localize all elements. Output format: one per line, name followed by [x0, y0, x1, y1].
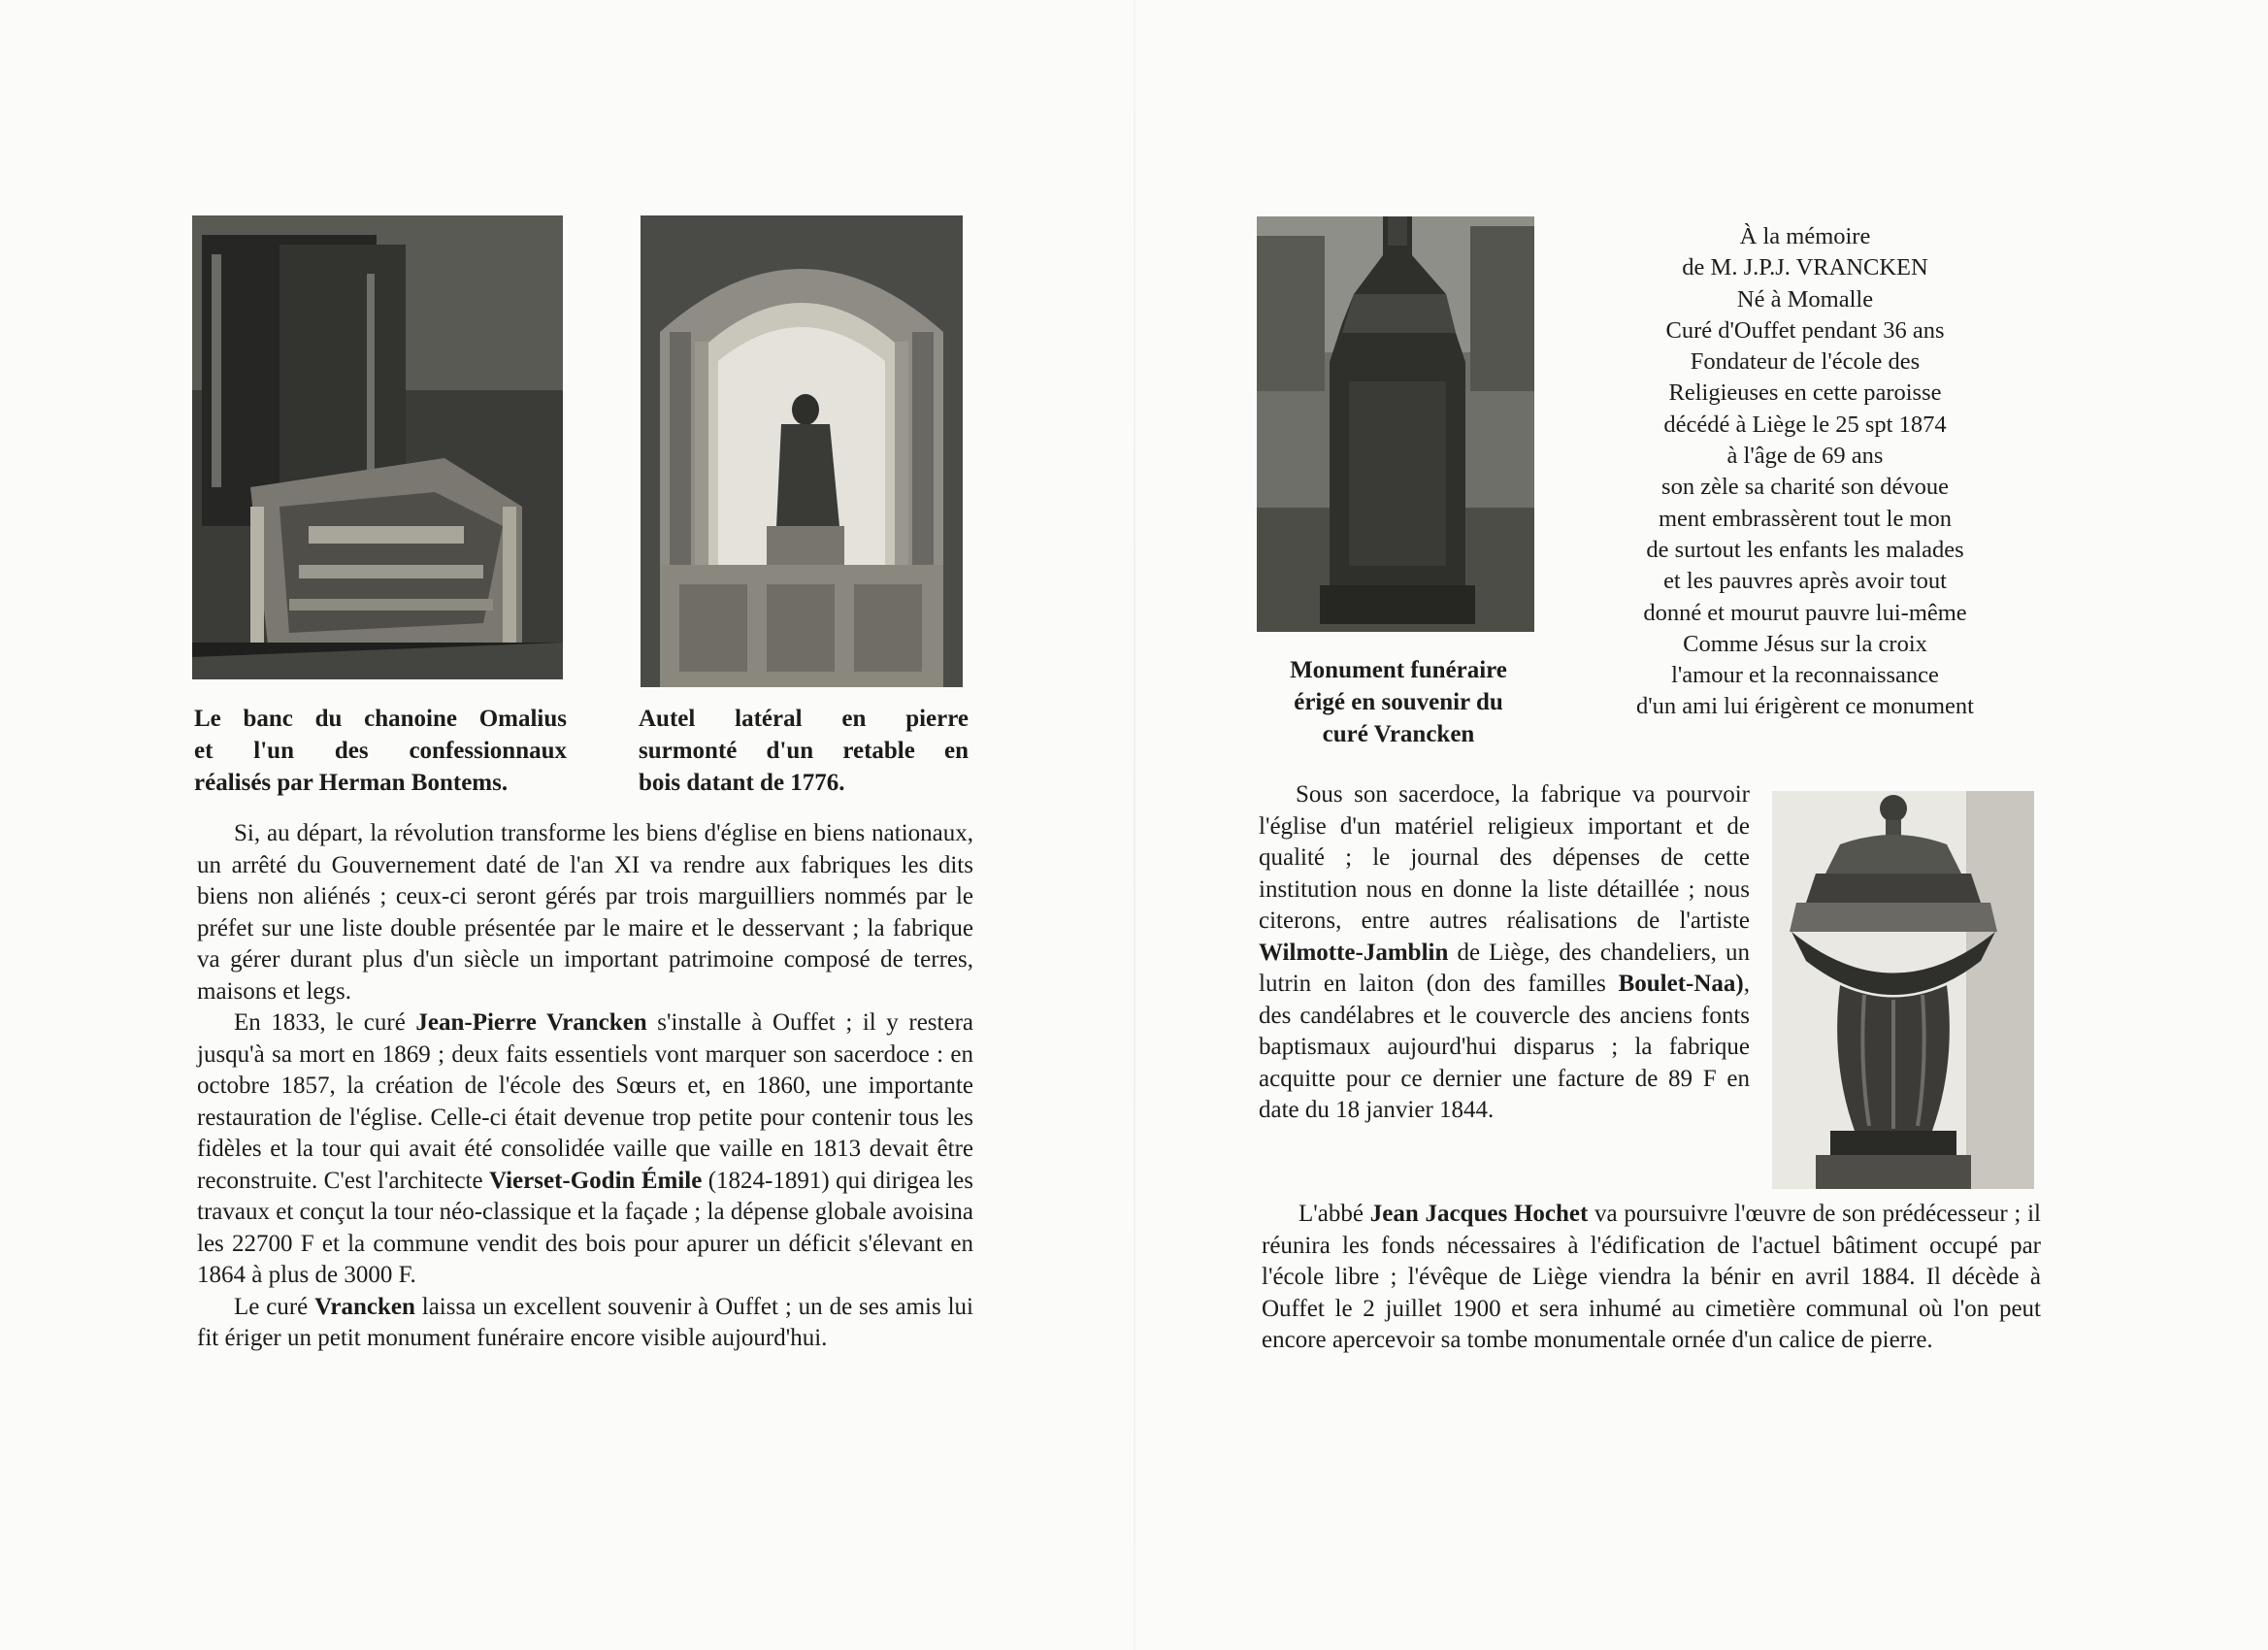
- right-body-text-1: [1259, 779, 1750, 1127]
- caption-line: bois datant de 1776.: [639, 770, 845, 796]
- name-boulet-naa: Boulet-Naa): [1618, 971, 1744, 997]
- dedication-line: Fondateur de l'école des: [1690, 348, 1921, 376]
- name-jean-pierre-vrancken: Jean-Pierre Vrancken: [415, 1009, 647, 1036]
- dedication-line: l'amour et la reconnaissance: [1671, 662, 1939, 689]
- caption-line: Le banc du chanoine Omalius: [194, 706, 567, 732]
- dedication-line: Né à Momalle: [1736, 285, 1874, 313]
- dedication-line: à l'âge de 69 ans: [1726, 443, 1884, 470]
- bench-photo-caption: [194, 703, 567, 799]
- monument-photo-caption: [1258, 654, 1539, 750]
- caption-line: Autel latéral en pierre: [639, 706, 969, 732]
- caption-line: Monument funéraire: [1290, 657, 1507, 683]
- dedication-line: de surtout les enfants les malades: [1646, 536, 1964, 563]
- caption-line: surmonté d'un retable en: [639, 738, 969, 764]
- bench-confessional-photo: [192, 215, 563, 679]
- paragraph-vrancken-memory: Le curé Vrancken laissa un excellent souvenir à Ouffet ; un de ses amis lui fit ériger un petit monument funéraire encore visible aujourd'hui.: [197, 1293, 973, 1351]
- name-vierset-godin: Vierset-Godin Émile: [488, 1167, 703, 1194]
- dedication-line: et les pauvres après avoir tout: [1663, 568, 1947, 595]
- dedication-line: de M. J.P.J. VRANCKEN: [1682, 254, 1928, 281]
- dedication-line: d'un ami lui érigèrent ce monument: [1636, 693, 1974, 720]
- dedication-line: donné et mourut pauvre lui-même: [1643, 599, 1967, 626]
- name-wilmotte-jamblin: Wilmotte-Jamblin: [1259, 939, 1449, 966]
- caption-line: réalisés par Herman Bontems.: [194, 770, 509, 796]
- paragraph-hochet: L'abbé Jean Jacques Hochet va poursuivre l'œuvre de son prédécesseur ; il réunira les fonds nécessaires à l'édification de l'actuel bâtiment occupé par l'école libre ; l'évêque de Liège viendra la bénir en avril 1884. Il décède à Ouffet le 2 juillet 1900 et sera inhumé au cimetière communal où l'on peut encore apercevoir sa tombe monumentale ornée d'un calice de pierre.: [1262, 1201, 2041, 1353]
- monument-dedication: [1592, 221, 2019, 723]
- side-altar-photo: [641, 215, 963, 687]
- caption-line: et l'un des confessionnaux: [194, 738, 567, 764]
- caption-line: érigé en souvenir du: [1294, 689, 1503, 715]
- funeral-monument-photo: [1257, 216, 1534, 632]
- page-fold: [1134, 0, 1135, 1650]
- font-cover-photo: [1772, 791, 2034, 1189]
- dedication-line: Religieuses en cette paroisse: [1668, 380, 1942, 407]
- dedication-line: décédé à Liège le 25 spt 1874: [1663, 411, 1947, 438]
- caption-line: curé Vrancken: [1322, 721, 1475, 747]
- paragraph-vrancken-arrival: En 1833, le curé Jean-Pierre Vrancken s'installe à Ouffet ; il y restera jusqu'à sa mort en 1869 ; deux faits essentiels vont marquer son sacerdoce : en octobre 1857, la création de l'école des Sœurs et, en 1860, une importante restauration de l'église. Celle-ci était devenue trop petite pour contenir tous les fidèles et la tour qui avait été consolidée vaille que vaille en 1813 devait être reconstruite. C'est l'architecte Vierset-Godin Émile (1824-1891) qui dirigea les travaux et conçut la tour néo-classique et la façade ; la dépense globale avoisina les 22700 F et la commune vendit des bois pour apurer un déficit s'élevant en 1864 à plus de 3000 F.: [197, 1009, 973, 1288]
- left-body-text: [197, 818, 973, 1355]
- name-jean-jacques-hochet: Jean Jacques Hochet: [1369, 1201, 1589, 1227]
- dedication-line: ment embrassèrent tout le mon: [1658, 505, 1953, 532]
- altar-photo-caption: [639, 703, 969, 799]
- name-vrancken: Vrancken: [314, 1293, 415, 1320]
- paragraph-revolution: Si, au départ, la révolution transforme les biens d'église en biens nationaux, un arrêté du Gouvernement daté de l'an XI va rendre aux fabriques les dits biens non aliénés ; ceux-ci seront gérés par trois marguilliers nommés par le préfet sur une liste double présentée par le maire et le desservant ; la fabrique va gérer durant plus d'un siècle un important patrimoine composé de terres, maisons et legs.: [197, 820, 973, 1005]
- paragraph-fabrique: Sous son sacerdoce, la fabrique va pourvoir l'église d'un matériel religieux important et de qualité ; le journal des dépenses de cette institution nous en donne la liste détaillée ; nous citerons, entre autres réalisations de l'artiste Wilmotte-Jamblin de Liège, des chandeliers, un lutrin en laiton (don des familles Boulet-Naa), des candélabres et le couvercle des anciens fonts baptismaux aujourd'hui disparus ; la fabrique acquitte pour ce dernier une facture de 89 F en date du 18 janvier 1844.: [1259, 781, 1750, 1123]
- dedication-line: Curé d'Ouffet pendant 36 ans: [1665, 316, 1945, 344]
- dedication-line: À la mémoire: [1739, 223, 1871, 249]
- right-body-text-2: [1262, 1199, 2041, 1357]
- dedication-line: Comme Jésus sur la croix: [1683, 630, 1927, 657]
- dedication-line: son zèle sa charité son dévoue: [1661, 474, 1949, 501]
